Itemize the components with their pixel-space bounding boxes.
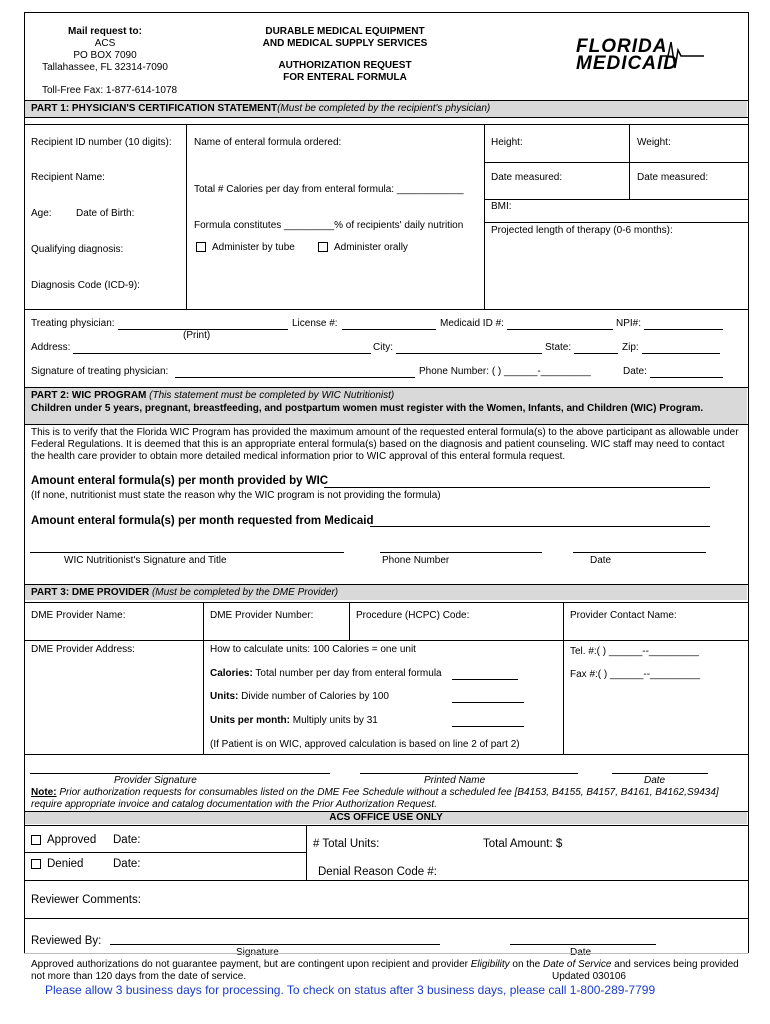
address-line[interactable] (73, 353, 371, 354)
paragraph-line: the health care provider to obtain more detailed medical information prior to WIC approval of this enteral formula request. (31, 451, 566, 462)
part3-note: (Must be completed by the DME Provider) (151, 587, 339, 598)
wic-phone-line[interactable] (380, 552, 542, 553)
therapy-length-label: Projected length of therapy (0-6 months): (491, 225, 673, 236)
denial-reason-label: Denial Reason Code #: (318, 866, 437, 878)
total-units-label: # Total Units: (313, 838, 380, 850)
part3-title (31, 587, 338, 598)
administer-tube-option[interactable] (196, 242, 295, 253)
subtitle-line: FOR ENTERAL FORMULA (283, 72, 407, 83)
reviewer-signature-line[interactable] (110, 944, 440, 945)
disclaimer-line-2: not more than 120 days from the date of service. (31, 971, 247, 982)
npi-line[interactable] (644, 329, 723, 330)
units-line[interactable] (452, 702, 524, 703)
mail-line: ACS (94, 38, 116, 49)
printed-name-label: Printed Name (424, 775, 486, 786)
provider-signature-label: Provider Signature (114, 775, 197, 786)
provider-date-line[interactable] (612, 773, 708, 774)
disclaimer-part: Eligibility (470, 959, 510, 970)
medicaid-id-line[interactable] (507, 329, 613, 330)
reviewer-date-line[interactable] (510, 944, 656, 945)
amount-medicaid-line[interactable] (370, 526, 710, 527)
formula-name-label: Name of enteral formula ordered: (194, 137, 342, 148)
updated-stamp: Updated 030106 (552, 971, 626, 982)
state-label: State: (545, 342, 572, 353)
approved-option[interactable] (31, 834, 96, 846)
logo-medicaid: MEDICAID (576, 53, 678, 74)
denied-label: Denied (47, 858, 84, 870)
units-month-label: Units per month: (210, 715, 290, 726)
mail-label: Mail request to: (68, 26, 142, 37)
physician-signature-line[interactable] (175, 377, 415, 378)
florida-medicaid-logo (576, 36, 706, 76)
dob-label: Date of Birth: (76, 208, 135, 219)
npi-label: NPI#: (616, 318, 642, 329)
provider-date-label: Date (644, 775, 666, 786)
disclaimer-part: on the (509, 959, 544, 970)
recipient-name-label: Recipient Name: (31, 172, 105, 183)
provider-tel-label: Tel. #:( ) ______--_________ (570, 646, 699, 657)
diagnosis-code-label: Diagnosis Code (ICD-9): (31, 280, 140, 291)
date-measured-weight: Date measured: (637, 172, 709, 183)
note-line-1: Prior authorization requests for consumables listed on the DME Fee Schedule without a scheduled fee [B4153, B4155, B4157, B4161, B4162,S9434] (56, 787, 719, 798)
amount-wic-label: Amount enteral formula(s) per month provided by WIC (31, 475, 329, 487)
part1-note: (Must be completed by the recipient's physician) (277, 103, 491, 114)
state-line[interactable] (574, 353, 618, 354)
license-line[interactable] (342, 329, 436, 330)
units-label: Units: (210, 691, 239, 702)
wic-signature-line[interactable] (30, 552, 344, 553)
paragraph-line: Federal Regulations. It is deemed that this is an appropriate enteral formula(s) based on the diagnosis and patient counseling. WIC staff may need to contact (31, 439, 725, 450)
address-label: Address: (31, 342, 71, 353)
paragraph-line: This is to verify that the Florida WIC Program has provided the maximum amount of the requested enteral formula(s) to the above participant as allowable under (31, 427, 739, 438)
wic-calculation-note: (If Patient is on WIC, approved calculation is based on line 2 of part 2) (210, 739, 520, 750)
units-row (210, 691, 389, 702)
payment-disclaimer (31, 959, 739, 970)
disclaimer-part: Date of Service (543, 959, 612, 970)
calories-row (210, 668, 442, 679)
bmi-label: BMI: (491, 201, 512, 212)
part1-heading: PART 1: PHYSICIAN'S CERTIFICATION STATEMENT (31, 103, 278, 114)
dme-provider-address-label: DME Provider Address: (31, 644, 135, 655)
part1-title (31, 103, 490, 114)
signature-physician-label: Signature of treating physician: (31, 366, 169, 377)
part2-title (31, 390, 394, 401)
wic-signature-label: WIC Nutritionist's Signature and Title (64, 555, 227, 566)
provider-fax-label: Fax #:( ) ______--_________ (570, 669, 701, 680)
title-line: DURABLE MEDICAL EQUIPMENT (265, 26, 425, 37)
toll-free-fax: Toll-Free Fax: 1-877-614-1078 (42, 85, 178, 96)
dme-provider-name-label: DME Provider Name: (31, 610, 126, 621)
administer-orally-option[interactable] (318, 242, 408, 253)
mail-line: PO BOX 7090 (73, 50, 137, 61)
title-line: AND MEDICAL SUPPLY SERVICES (262, 38, 428, 49)
wic-phone-label: Phone Number (382, 555, 450, 566)
physician-phone-label: Phone Number: ( ) ______-_________ (419, 366, 591, 377)
office-use-title: ACS OFFICE USE ONLY (329, 812, 443, 823)
part2-note: (This statement must be completed by WIC Nutritionist) (149, 390, 395, 401)
denied-date-label: Date: (113, 858, 141, 870)
part2-heading: PART 2: WIC PROGRAM (31, 390, 147, 401)
denied-option[interactable] (31, 858, 83, 870)
reviewer-signature-label: Signature (236, 947, 279, 958)
physician-date-label: Date: (623, 366, 647, 377)
form-subtitle (240, 60, 450, 84)
printed-name-line[interactable] (360, 773, 578, 774)
formula-constitutes-label: Formula constitutes _________% of recipients' daily nutrition (194, 220, 464, 231)
amount-wic-line[interactable] (324, 487, 710, 488)
heartbeat-icon (660, 36, 710, 76)
age-label: Age: (31, 208, 52, 219)
consumables-note-2: require appropriate invoice and catalog documentation with the Prior Authorization Request. (31, 799, 437, 810)
approved-label: Approved (47, 834, 97, 846)
total-calories-label: Total # Calories per day from enteral formula: ____________ (194, 184, 464, 195)
disclaimer-part: and services being provided (611, 959, 739, 970)
mail-line: Tallahassee, FL 32314-7090 (42, 62, 168, 73)
calories-text: Total number per day from enteral formula (255, 668, 442, 679)
disclaimer-part: Approved authorizations do not guarantee payment, but are contingent upon recipient and provider (31, 959, 471, 970)
license-label: License #: (292, 318, 338, 329)
mail-address (30, 38, 180, 74)
procedure-code-label: Procedure (HCPC) Code: (356, 610, 470, 621)
reviewer-comments-label: Reviewer Comments: (31, 894, 141, 906)
units-month-line[interactable] (452, 726, 524, 727)
reviewed-by-label: Reviewed By: (31, 935, 102, 947)
date-measured-height: Date measured: (491, 172, 563, 183)
orally-checkbox[interactable] (318, 242, 328, 252)
recipient-id-label: Recipient ID number (10 digits): (31, 137, 172, 148)
note-label: Note: (31, 787, 57, 798)
calories-line[interactable] (452, 679, 518, 680)
treating-physician-label: Treating physician: (31, 318, 115, 329)
wic-date-label: Date (590, 555, 612, 566)
processing-notice: Please allow 3 business days for processing. To check on status after 3 business days, please call 1-800-289-7799 (45, 983, 656, 997)
physician-date-line[interactable] (650, 377, 723, 378)
wic-date-line[interactable] (573, 552, 706, 553)
city-label: City: (373, 342, 393, 353)
approved-checkbox[interactable] (31, 835, 41, 845)
denied-checkbox[interactable] (31, 859, 41, 869)
logo-florida: FLORIDA (576, 36, 668, 57)
units-month-text: Multiply units by 31 (292, 715, 378, 726)
calories-label: Calories: (210, 668, 253, 679)
zip-line[interactable] (642, 353, 720, 354)
units-month-row (210, 715, 378, 726)
provider-signature-line[interactable] (30, 773, 330, 774)
qualifying-diagnosis-label: Qualifying diagnosis: (31, 244, 124, 255)
weight-label: Weight: (637, 137, 671, 148)
print-label: (Print) (183, 330, 211, 341)
dme-provider-number-label: DME Provider Number: (210, 610, 314, 621)
wic-registration-notice: Children under 5 years, pregnant, breastfeeding, and postpartum women must register with the Women, Infants, and Children (WIC) Program. (31, 403, 704, 414)
units-text: Divide number of Calories by 100 (241, 691, 389, 702)
zip-label: Zip: (622, 342, 639, 353)
city-line[interactable] (396, 353, 542, 354)
reviewer-date-label: Date (570, 947, 592, 958)
approved-date-label: Date: (113, 834, 141, 846)
tube-checkbox[interactable] (196, 242, 206, 252)
height-label: Height: (491, 137, 523, 148)
provider-contact-label: Provider Contact Name: (570, 610, 677, 621)
wic-verification-paragraph (31, 427, 739, 463)
orally-label: Administer orally (334, 242, 408, 253)
consumables-note (31, 787, 719, 799)
form-title (240, 26, 450, 50)
medicaid-id-label: Medicaid ID #: (440, 318, 504, 329)
tube-label: Administer by tube (212, 242, 295, 253)
total-amount-label: Total Amount: $ (483, 838, 563, 850)
mail-to-block (40, 26, 170, 38)
part3-heading: PART 3: DME PROVIDER (31, 587, 150, 598)
amount-medicaid-label: Amount enteral formula(s) per month requested from Medicaid (31, 515, 374, 527)
how-to-calculate-label: How to calculate units: 100 Calories = one unit (210, 644, 416, 655)
amount-wic-note: (If none, nutritionist must state the reason why the WIC program is not providing the formula) (31, 490, 441, 501)
subtitle-line: AUTHORIZATION REQUEST (278, 60, 412, 71)
